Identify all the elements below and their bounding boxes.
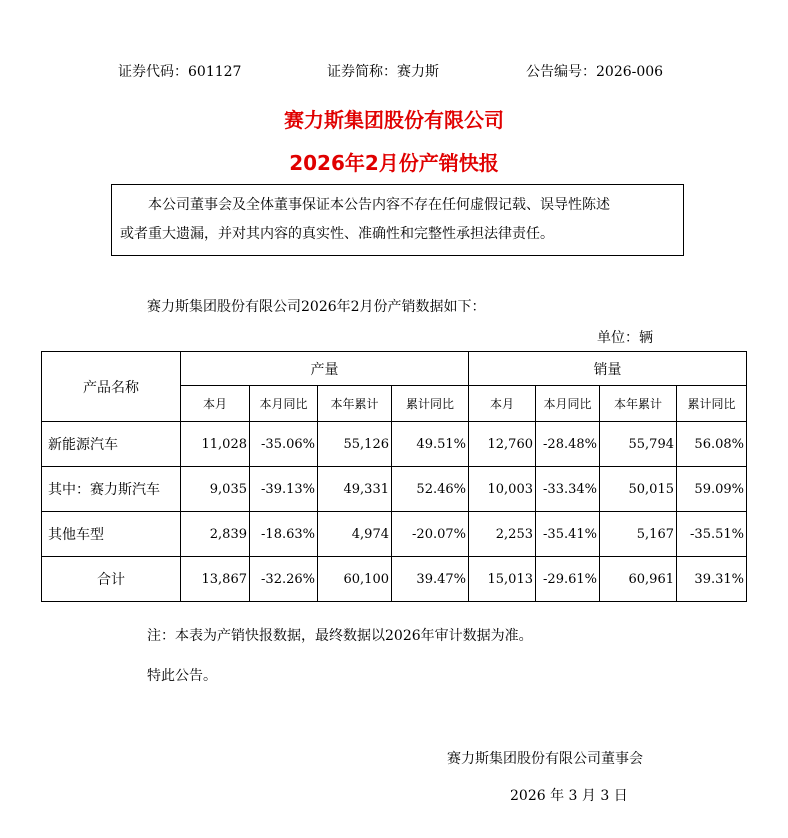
table-cell: 49,331 (318, 467, 392, 512)
table-cell: 13,867 (181, 557, 250, 602)
column-header: 本月同比 (536, 386, 600, 422)
row-label: 其中：赛力斯汽车 (42, 467, 181, 512)
table-row (42, 512, 747, 557)
column-header: 累计同比 (392, 386, 469, 422)
table-cell: 55,794 (600, 422, 677, 467)
table-cell: -39.13% (250, 467, 318, 512)
table-cell: 9,035 (181, 467, 250, 512)
table-cell: -28.48% (536, 422, 600, 467)
footnote: 注：本表为产销快报数据，最终数据以2026年审计数据为准。 (147, 628, 533, 644)
table-cell: 2,839 (181, 512, 250, 557)
disclaimer-line-2: 或者重大遗漏，并对其内容的真实性、准确性和完整性承担法律责任。 (120, 226, 554, 242)
column-header: 本月 (469, 386, 536, 422)
table-cell: 50,015 (600, 467, 677, 512)
table-cell: 60,100 (318, 557, 392, 602)
table-cell: 52.46% (392, 467, 469, 512)
column-header: 本年累计 (318, 386, 392, 422)
unit-label: 单位：辆 (597, 330, 653, 346)
row-label: 其他车型 (42, 512, 181, 557)
sales-header: 销量 (469, 352, 747, 386)
disclaimer-line-1: 本公司董事会及全体董事保证本公告内容不存在任何虚假记载、误导性陈述 (148, 197, 610, 213)
signature-date: 2026 年 3 月 3 日 (510, 788, 628, 804)
intro-text: 赛力斯集团股份有限公司2026年2月份产销数据如下： (147, 299, 486, 315)
table-cell: -33.34% (536, 467, 600, 512)
disclaimer-box (111, 184, 684, 256)
table-cell: -29.61% (536, 557, 600, 602)
product-name-header: 产品名称 (42, 352, 181, 422)
announcement-number: 公告编号：2026-006 (526, 64, 664, 80)
table-cell: 4,974 (318, 512, 392, 557)
table-cell: 12,760 (469, 422, 536, 467)
production-sales-table (41, 351, 747, 602)
table-cell: -20.07% (392, 512, 469, 557)
company-title: 赛力斯集团股份有限公司 (284, 108, 504, 132)
table-cell: -35.41% (536, 512, 600, 557)
row-label: 合计 (42, 557, 181, 602)
table-cell: -35.06% (250, 422, 318, 467)
table-cell: 39.31% (677, 557, 747, 602)
table-cell: 49.51% (392, 422, 469, 467)
closing-text: 特此公告。 (147, 668, 217, 684)
table-cell: 60,961 (600, 557, 677, 602)
table-cell: -18.63% (250, 512, 318, 557)
security-code: 证券代码：601127 (118, 64, 242, 80)
table-cell: 5,167 (600, 512, 677, 557)
table-header-row (42, 352, 747, 386)
production-header: 产量 (181, 352, 469, 386)
table-cell: 10,003 (469, 467, 536, 512)
report-title: 2026年2月份产销快报 (289, 151, 499, 175)
table-row (42, 422, 747, 467)
table-cell: -35.51% (677, 512, 747, 557)
table-cell: 55,126 (318, 422, 392, 467)
table-cell: 56.08% (677, 422, 747, 467)
row-label: 新能源汽车 (42, 422, 181, 467)
table-cell: 11,028 (181, 422, 250, 467)
security-abbreviation: 证券简称：赛力斯 (327, 64, 439, 80)
signature-org: 赛力斯集团股份有限公司董事会 (447, 751, 643, 767)
table-cell: 39.47% (392, 557, 469, 602)
table-cell: 59.09% (677, 467, 747, 512)
column-header: 本月同比 (250, 386, 318, 422)
column-header: 累计同比 (677, 386, 747, 422)
table-cell: 15,013 (469, 557, 536, 602)
table-cell: -32.26% (250, 557, 318, 602)
table-row (42, 467, 747, 512)
table-cell: 2,253 (469, 512, 536, 557)
column-header: 本年累计 (600, 386, 677, 422)
table-total-row (42, 557, 747, 602)
column-header: 本月 (181, 386, 250, 422)
